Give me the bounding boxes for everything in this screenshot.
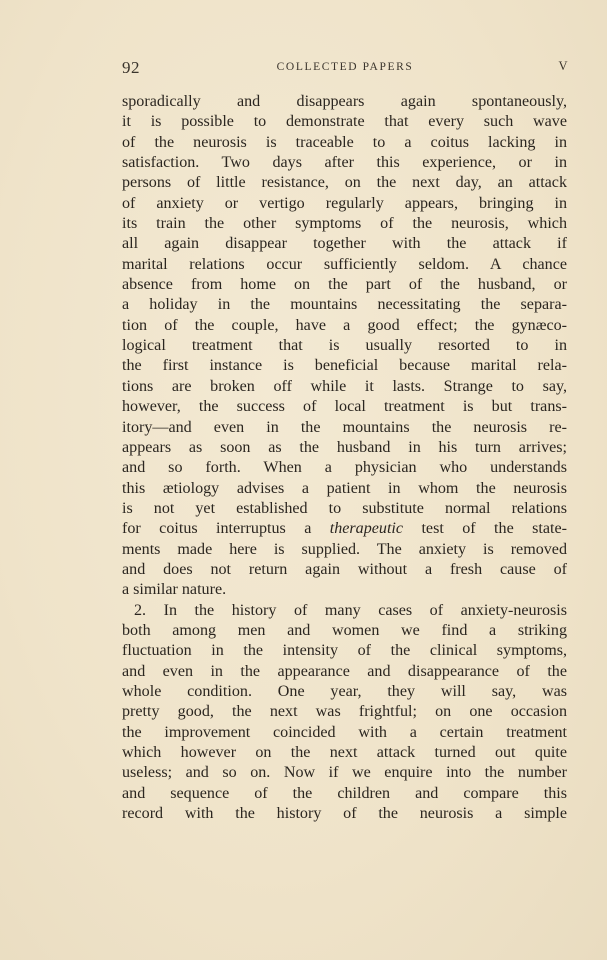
text-line: [122, 519, 567, 539]
text-line: tions are broken off while it lasts. Strange to say,: [122, 377, 567, 395]
text-line: record with the history of the neurosis a simple: [122, 805, 567, 823]
text-line: whole condition. One year, they will say, was: [122, 682, 567, 700]
text-line: useless; and so on. Now if we enquire into the number: [122, 764, 567, 782]
text-line: of anxiety or vertigo regularly appears, bringing in: [122, 194, 567, 212]
text-line: and does not return again without a fresh cause of: [122, 560, 567, 578]
text-line: however, the success of local treatment is but trans-: [122, 398, 567, 416]
text-line: of the neurosis is traceable to a coitus lacking in: [122, 133, 567, 151]
italic-term: therapeutic: [329, 520, 404, 538]
text-line: logical treatment that is usually resorted to in: [122, 337, 567, 355]
text-line: is not yet established to substitute normal relations: [122, 499, 567, 517]
text-line: ments made here is supplied. The anxiety is removed: [122, 540, 567, 558]
text-line: sporadically and disappears again spontaneously,: [122, 93, 567, 110]
text-line: it is possible to demonstrate that every such wave: [122, 113, 567, 131]
text-line: 2. In the history of many cases of anxiety-neurosis: [134, 601, 567, 619]
text-line: a holiday in the mountains necessitating the separa-: [122, 296, 567, 314]
text-line: appears as soon as the husband in his turn arrives;: [122, 438, 567, 456]
text-line: and so forth. When a physician who understands: [122, 459, 567, 477]
page-header: [122, 58, 568, 80]
page-number: 92: [122, 58, 140, 77]
text-line: a similar nature.: [122, 581, 227, 599]
text-line: tion of the couple, have a good effect; the gynæco-: [122, 316, 567, 334]
text-line: and sequence of the children and compare this: [122, 784, 567, 802]
text-line: absence from home on the part of the husband, or: [122, 276, 567, 294]
text-line: fluctuation in the intensity of the clinical symptoms,: [122, 642, 567, 660]
text-line: persons of little resistance, on the next day, an attack: [122, 174, 567, 192]
text-line: marital relations occur sufficiently seldom. A chance: [122, 255, 567, 273]
text-line: and even in the appearance and disappearance of the: [122, 662, 567, 680]
text-line: satisfaction. Two days after this experience, or in: [122, 154, 567, 172]
text-line: the first instance is beneficial because marital rela-: [122, 357, 567, 375]
text-line: which however on the next attack turned out quite: [122, 744, 567, 761]
text-line: itory—and even in the mountains the neurosis re-: [122, 418, 567, 436]
text-line: this ætiology advises a patient in whom the neurosis: [122, 479, 567, 497]
text-segment: test of the state-: [403, 520, 567, 538]
volume-number: V: [558, 59, 568, 73]
text-line: the improvement coincided with a certain treatment: [122, 723, 567, 741]
body-text: [122, 92, 567, 824]
text-line: both among men and women we find a striking: [122, 621, 567, 639]
text-line: its train the other symptoms of the neurosis, which: [122, 215, 567, 233]
text-line: pretty good, the next was frightful; on one occasion: [122, 703, 567, 721]
paragraph: [122, 92, 567, 601]
running-head: COLLECTED PAPERS: [276, 61, 414, 73]
text-segment: for coitus interruptus a: [122, 520, 330, 538]
paragraph: [122, 601, 567, 825]
text-line: all again disappear together with the attack if: [122, 235, 567, 253]
